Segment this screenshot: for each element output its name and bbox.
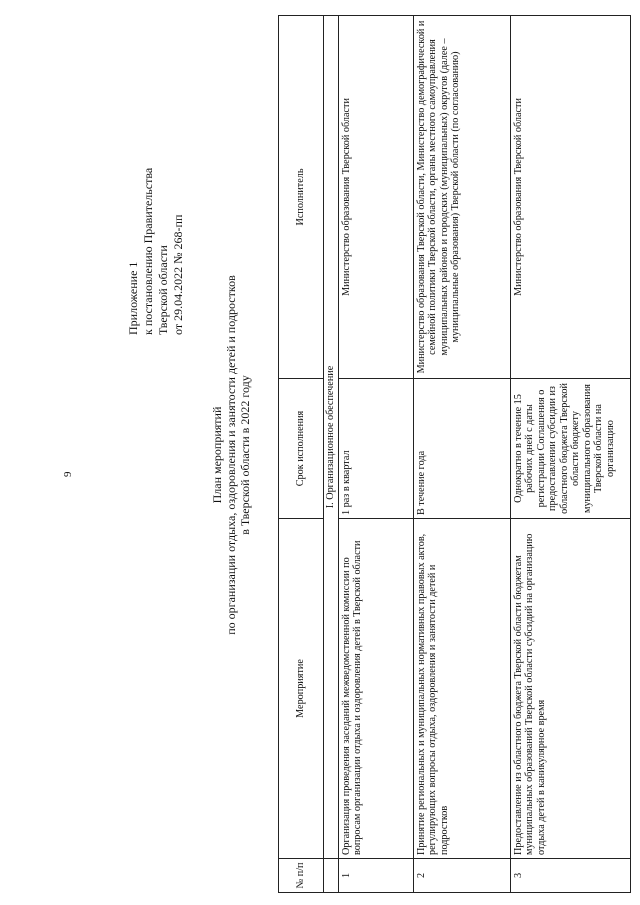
row-num: 1 <box>338 859 413 893</box>
header-event: Мероприятие <box>279 519 324 859</box>
title-line: План мероприятий <box>210 406 224 504</box>
appendix-block <box>126 15 186 335</box>
row-executor: Министерство образования Тверской области, Министерство демографической и семейной политики Тверской области, органы местного самоуправления муниципальных районов и городских (муниципальных) округов (далее – муниципальные образования) Тверской области (по согласованию) <box>413 16 510 379</box>
table-row <box>510 16 630 893</box>
row-event: Принятие региональных и муниципальных нормативных правовых актов, регулирующих вопросы отдыха, оздоровления и занятости детей и подростков <box>413 519 510 859</box>
row-event: Предоставление из областного бюджета Тверской области бюджетам муниципальных образований Тверской области субсидий на организацию отдыха детей в каникулярное время <box>510 519 630 859</box>
page-number: 9 <box>62 471 74 477</box>
row-deadline: 1 раз в квартал <box>338 379 413 519</box>
row-executor: Министерство образования Тверской области <box>338 16 413 379</box>
appendix-line: от 29.04.2022 № 268-пп <box>171 214 185 335</box>
table-header-row <box>279 16 324 893</box>
section-spacer <box>324 859 339 893</box>
row-deadline: В течение года <box>413 379 510 519</box>
row-deadline: Однократно в течение 15 рабочих дней с даты регистрации Соглашения о предоставлении субсидии из областного бюджета Тверской области бюджету муниципального образования Тверской области на организацию <box>510 379 630 519</box>
row-event: Организация проведения заседаний межведомственной комиссии по вопросам организации отдыха и оздоровления детей в Тверской области <box>338 519 413 859</box>
plan-title <box>210 215 252 695</box>
appendix-line: Приложение 1 <box>126 261 140 335</box>
appendix-line: к постановлению Правительства <box>141 167 155 335</box>
appendix-line: Тверской области <box>156 245 170 335</box>
section-title: I. Организационное обеспечение <box>324 16 339 859</box>
header-deadline: Срок исполнения <box>279 379 324 519</box>
header-executor: Исполнитель <box>279 16 324 379</box>
plan-table <box>278 15 631 893</box>
section-row <box>324 16 339 893</box>
header-num: № п/п <box>279 859 324 893</box>
title-line: по организации отдыха, оздоровления и занятости детей и подростков <box>224 275 238 635</box>
row-num: 2 <box>413 859 510 893</box>
table-row <box>413 16 510 893</box>
row-num: 3 <box>510 859 630 893</box>
table-row <box>338 16 413 893</box>
title-line: в Тверской области в 2022 году <box>238 375 252 535</box>
row-executor: Министерство образования Тверской области <box>510 16 630 379</box>
